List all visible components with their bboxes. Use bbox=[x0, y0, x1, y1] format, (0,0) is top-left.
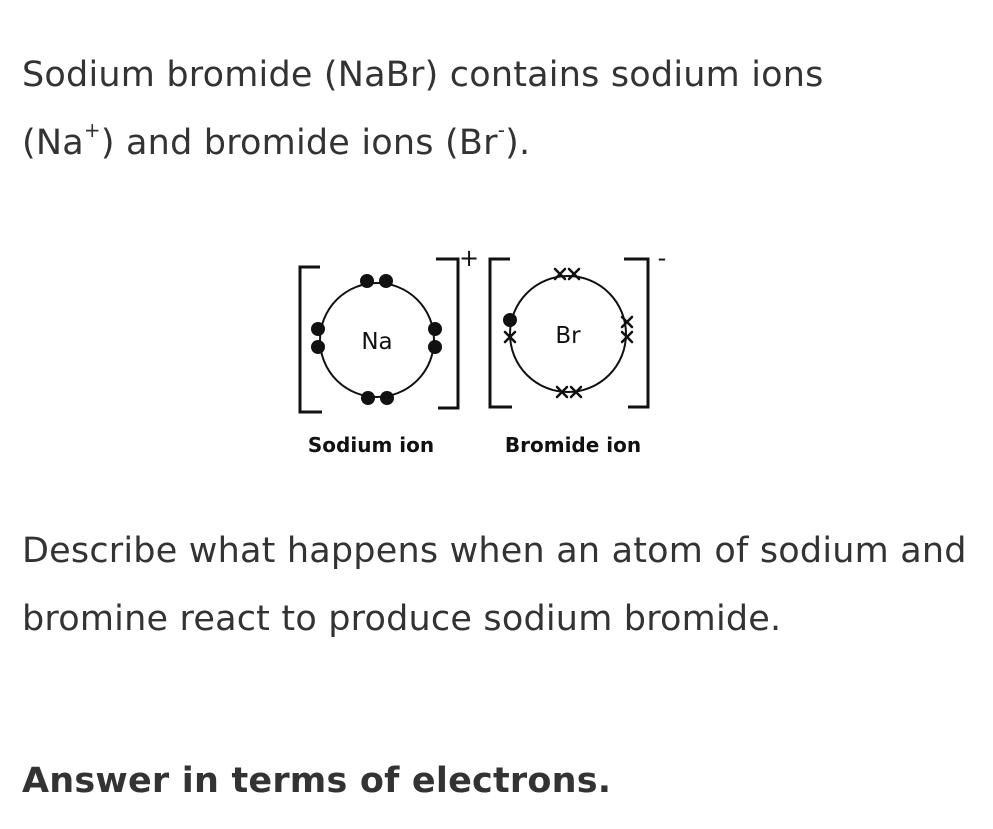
sodium-electron bbox=[428, 340, 442, 354]
sodium-left-bracket bbox=[300, 267, 322, 412]
sodium-symbol: Na bbox=[361, 329, 393, 355]
intro-na-open: (Na bbox=[22, 123, 84, 163]
intro-close: ). bbox=[505, 123, 531, 163]
sodium-electron bbox=[380, 391, 394, 405]
sodium-ion-diagram bbox=[300, 244, 479, 457]
bromide-electron-cross bbox=[622, 317, 632, 327]
ionic-bonding-diagram bbox=[0, 230, 993, 470]
bromide-right-bracket bbox=[624, 259, 648, 407]
sodium-ion-label: Sodium ion bbox=[307, 433, 435, 457]
bromide-charge-superscript: - bbox=[497, 118, 506, 143]
sodium-electron bbox=[379, 274, 393, 288]
sodium-electron bbox=[311, 322, 325, 336]
sodium-charge-superscript: + bbox=[83, 118, 101, 143]
bromide-ion-label: Bromide ion bbox=[504, 433, 642, 457]
intro-mid: ) and bromide ions (Br bbox=[100, 123, 498, 163]
sodium-charge-sign: + bbox=[458, 244, 480, 272]
sodium-electron bbox=[360, 274, 374, 288]
bromide-electron-cross bbox=[569, 269, 579, 279]
intro-line-1: Sodium bromide (NaBr) contains sodium ions bbox=[22, 55, 824, 95]
bromide-symbol: Br bbox=[555, 323, 581, 349]
bromide-charge-sign: - bbox=[657, 244, 667, 272]
intro-text bbox=[22, 41, 982, 177]
bromide-gained-electron-dot bbox=[503, 313, 517, 327]
bromide-electron-cross bbox=[622, 332, 632, 342]
sodium-electron bbox=[311, 340, 325, 354]
question-text: Describe what happens when an atom of sodium and bromine react to produce sodium bromide. bbox=[22, 531, 967, 639]
sodium-electron bbox=[361, 391, 375, 405]
bromide-left-bracket bbox=[490, 259, 512, 407]
sodium-electron bbox=[428, 322, 442, 336]
answer-instruction: Answer in terms of electrons. bbox=[22, 761, 612, 801]
bromide-ion-diagram bbox=[490, 244, 666, 457]
